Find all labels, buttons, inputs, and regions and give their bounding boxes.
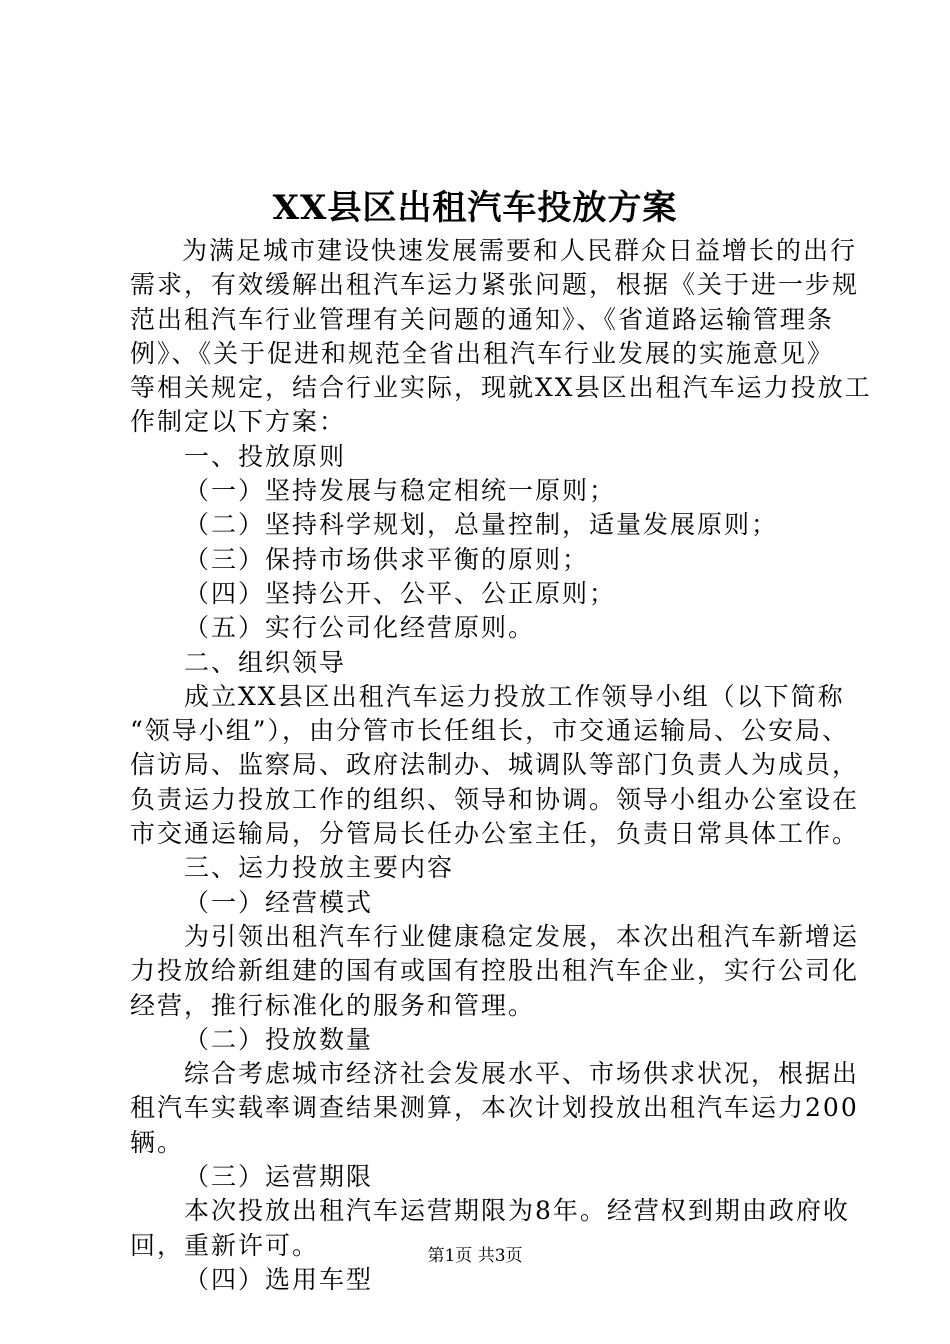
body-line: 经营，推行标准化的服务和管理。 — [130, 990, 536, 1020]
list-item: （二）坚持科学规划，总量控制，适量发展原则； — [184, 510, 779, 540]
subsection-heading: （二）投放数量 — [184, 1024, 374, 1054]
body-line: 需求，有效缓解出租汽车运力紧张问题，根据《关于进一步规 — [130, 270, 860, 300]
body-line: 为引领出租汽车行业健康稳定发展，本次出租汽车新增运 — [184, 921, 860, 951]
body-line: 成立XX县区出租汽车运力投放工作领导小组（以下简称 — [184, 681, 845, 711]
list-item: （四）坚持公开、公平、公正原则； — [184, 578, 617, 608]
body-line: 信访局、监察局、政府法制办、城调队等部门负责人为成员， — [130, 750, 860, 780]
body-line: 综合考虑城市经济社会发展水平、市场供求状况，根据出 — [184, 1059, 860, 1089]
body-line: 例》、《关于促进和规范全省出租汽车行业发展的实施意见》 — [130, 338, 835, 368]
body-line: “领导小组”），由分管市长任组长，市交通运输局、公安局、 — [130, 716, 850, 746]
list-item: （一）坚持发展与稳定相统一原则； — [184, 476, 617, 506]
list-item: （三）保持市场供求平衡的原则； — [184, 544, 590, 574]
page-footer: 第1页 共3页 — [427, 1246, 523, 1266]
section-heading: 一、投放原则 — [184, 441, 347, 471]
section-heading: 二、组织领导 — [184, 647, 347, 677]
body-line: 力投放给新组建的国有或国有控股出租汽车企业，实行公司化 — [130, 956, 860, 986]
body-line: 范出租汽车行业管理有关问题的通知》、《省道路运输管理条 — [130, 304, 835, 334]
section-heading: 三、运力投放主要内容 — [184, 853, 455, 883]
subsection-heading: （一）经营模式 — [184, 887, 374, 917]
body-line: 本次投放出租汽车运营期限为8年。经营权到期由政府收 — [184, 1196, 850, 1226]
body-line: 市交通运输局，分管局长任办公室主任，负责日常具体工作。 — [130, 819, 860, 849]
body-line: 作制定以下方案： — [130, 407, 347, 437]
body-line: 负责运力投放工作的组织、领导和协调。领导小组办公室设在 — [130, 784, 860, 814]
list-item: （五）实行公司化经营原则。 — [184, 613, 536, 643]
body-line: 租汽车实载率调查结果测算，本次计划投放出租汽车运力200 — [130, 1093, 859, 1123]
body-line: 为满足城市建设快速发展需要和人民群众日益增长的出行 — [182, 236, 858, 265]
subsection-heading: （三）运营期限 — [184, 1162, 374, 1192]
body-line: 等相关规定，结合行业实际，现就XX县区出租汽车运力投放工 — [130, 373, 872, 403]
document-title: XX县区出租汽车投放方案 — [272, 188, 678, 228]
body-line: 回，重新许可。 — [130, 1230, 320, 1260]
document-body — [130, 234, 872, 1297]
body-line: 辆。 — [130, 1127, 185, 1157]
subsection-heading: （四）选用车型 — [184, 1264, 374, 1294]
